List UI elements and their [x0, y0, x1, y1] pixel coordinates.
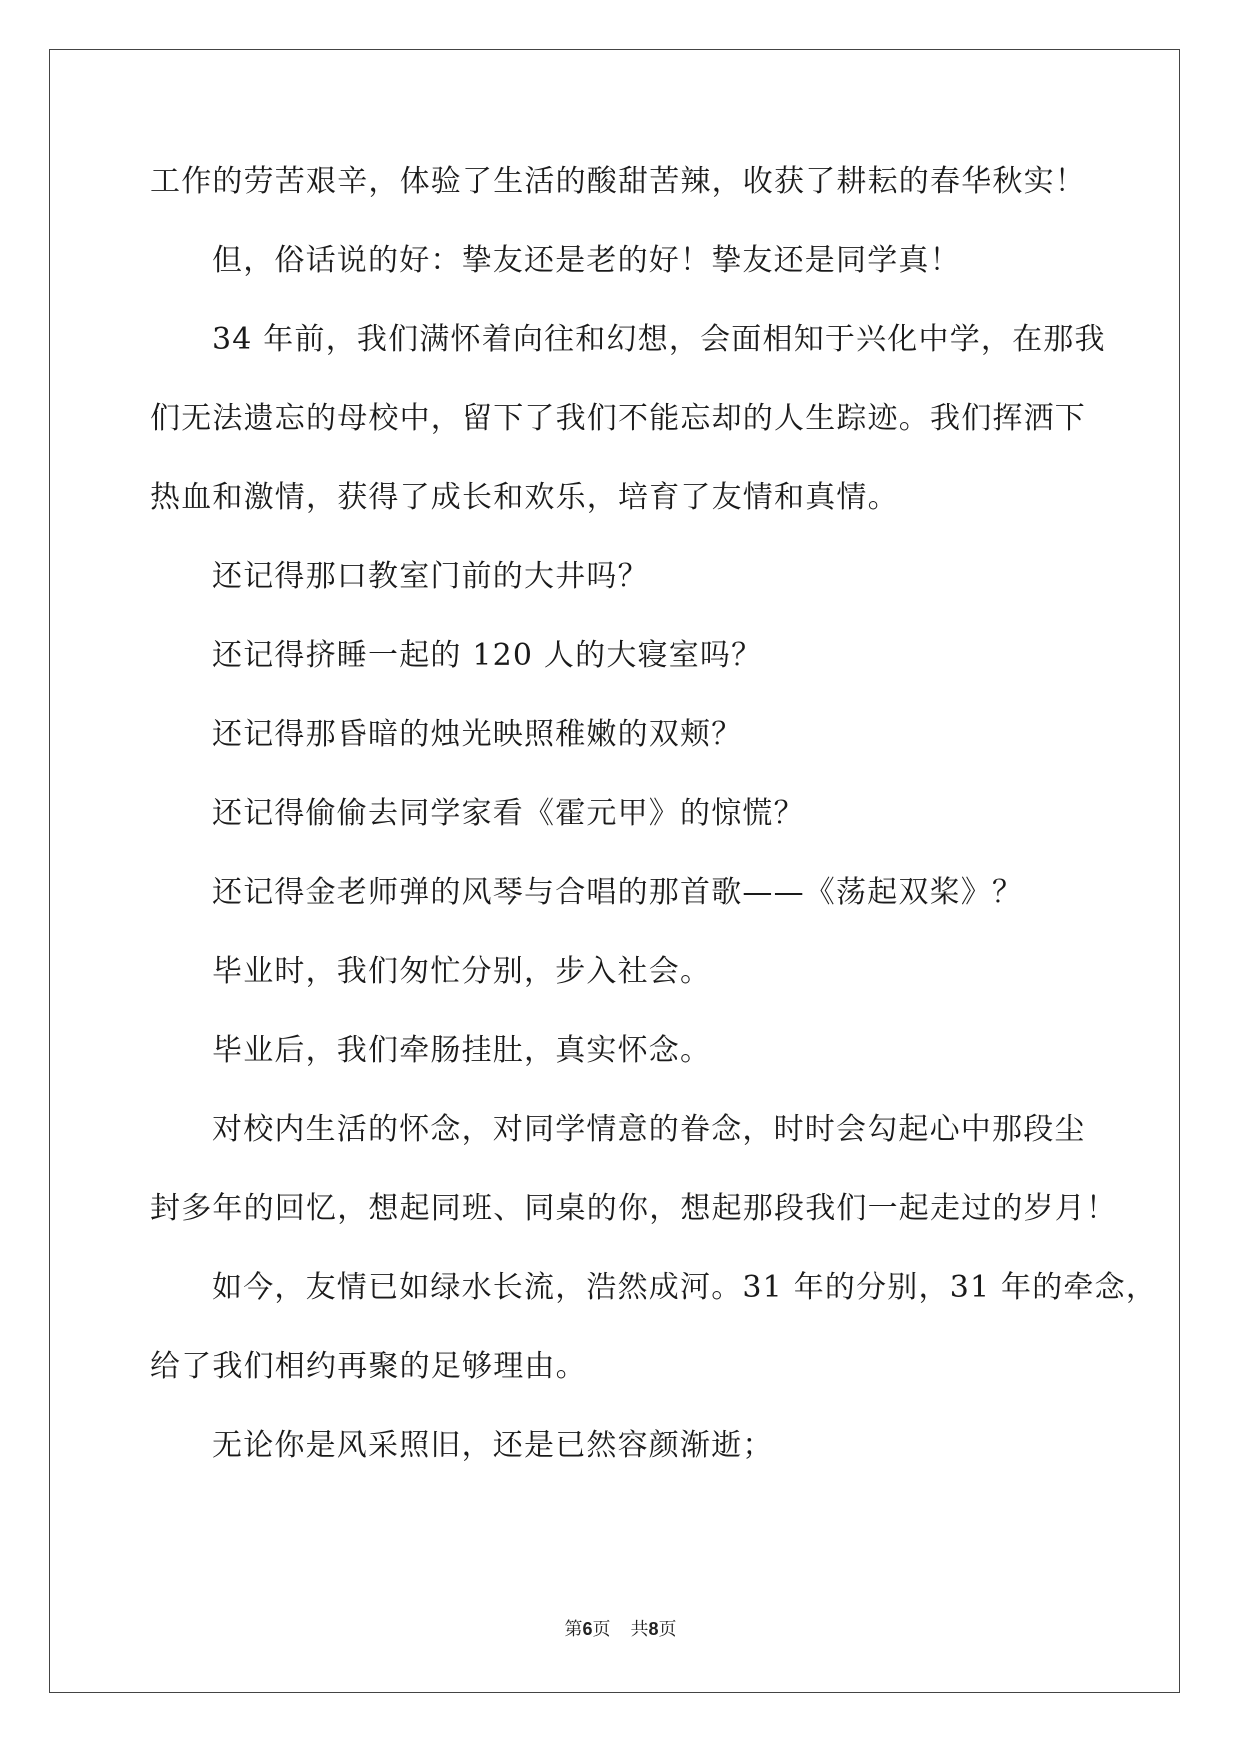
text-line: 封多年的回忆，想起同班、同桌的你，想起那段我们一起走过的岁月！	[150, 1191, 1118, 1226]
text-line: 热血和激情，获得了成长和欢乐，培育了友情和真情。	[150, 480, 899, 515]
text-line: 还记得偷偷去同学家看《霍元甲》的惊慌？	[212, 796, 805, 831]
text-line: 但，俗话说的好：挚友还是老的好！挚友还是同学真！	[212, 243, 961, 278]
text-line: 毕业后，我们牵肠挂肚，真实怀念。	[212, 1033, 712, 1068]
text-line: 还记得金老师弹的风琴与合唱的那首歌——《荡起双桨》？	[212, 875, 1024, 910]
text-line: 还记得那口教室门前的大井吗？	[212, 559, 649, 594]
footer-prefix: 第	[564, 1619, 583, 1640]
text-line: 工作的劳苦艰辛，体验了生活的酸甜苦辣，收获了耕耘的春华秋实！	[150, 164, 1086, 199]
total-page-count: 8	[648, 1619, 659, 1639]
current-page-number: 6	[582, 1619, 593, 1639]
footer-total-prefix: 共	[630, 1619, 649, 1640]
text-line: 如今，友情已如绿水长流，浩然成河。31 年的分别，31 年的牵念，	[212, 1270, 1158, 1305]
document-body	[150, 162, 1158, 1505]
text-line: 无论你是风采照旧，还是已然容颜渐逝；	[212, 1428, 774, 1463]
text-line: 们无法遗忘的母校中，留下了我们不能忘却的人生踪迹。我们挥洒下	[150, 401, 1086, 436]
text-line: 对校内生活的怀念，对同学情意的眷念，时时会勾起心中那段尘	[212, 1112, 1086, 1147]
text-line: 还记得那昏暗的烛光映照稚嫩的双颊？	[212, 717, 743, 752]
text-line: 给了我们相约再聚的足够理由。	[150, 1349, 587, 1384]
footer-page-word: 页	[592, 1619, 611, 1640]
page-footer	[0, 1615, 1241, 1641]
text-line: 还记得挤睡一起的 120 人的大寝室吗？	[212, 638, 763, 673]
text-line: 34 年前，我们满怀着向往和幻想，会面相知于兴化中学，在那我	[212, 322, 1106, 357]
text-line: 毕业时，我们匆忙分别，步入社会。	[212, 954, 712, 989]
footer-total-suffix: 页	[658, 1619, 677, 1640]
